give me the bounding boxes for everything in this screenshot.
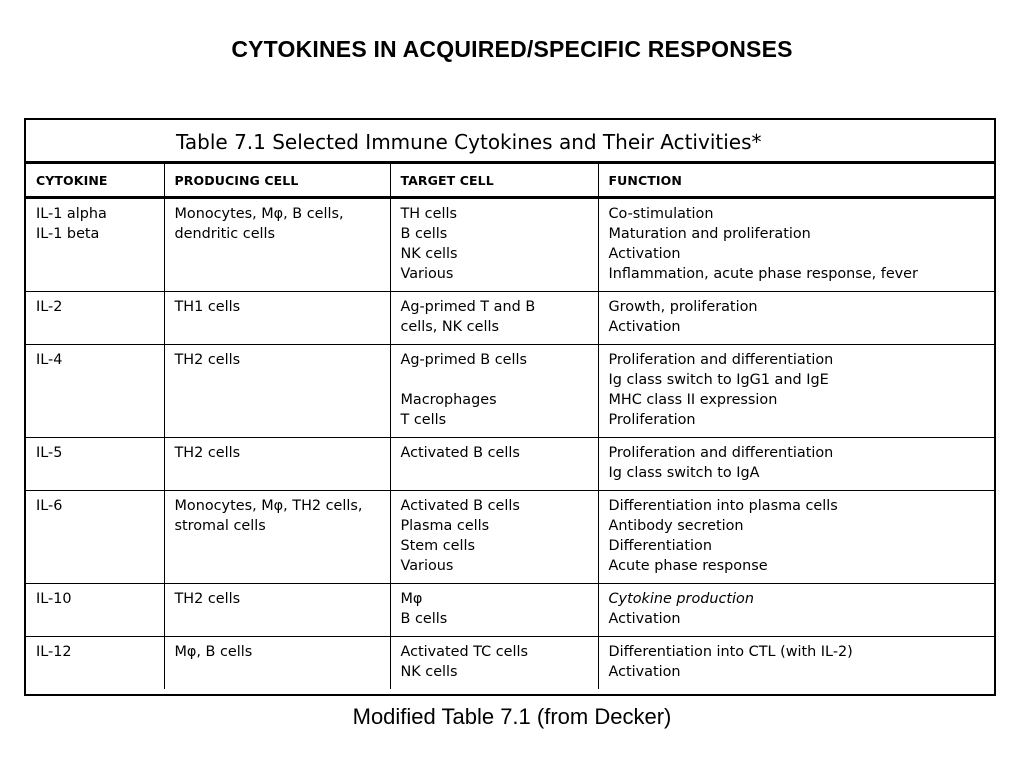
cell-line: Monocytes, Mφ, TH2 cells, [174,498,363,514]
cell-line: Mφ, B cells [174,644,253,660]
cell-line: Activated B cells [400,498,520,514]
cell-producing [164,438,390,491]
cell-line: Ag-primed T and B [400,299,536,315]
cell-line: Inflammation, acute phase response, fever [608,266,918,282]
cell-target [390,438,598,491]
cell-line: Ig class switch to IgA [608,465,760,481]
cell-function [598,292,994,345]
cell-line: IL-6 [36,498,63,514]
cell-cytokine [26,198,164,292]
header-cytokine: CYTOKINE [26,164,164,198]
cell-line: NK cells [400,246,458,262]
cell-line: Proliferation and differentiation [608,352,834,368]
cell-line: cells, NK cells [400,319,499,335]
cell-line: TH1 cells [174,299,241,315]
table-row [26,438,994,491]
cytokine-table [26,164,994,689]
table-row [26,345,994,438]
cell-cytokine [26,438,164,491]
slide-title: CYTOKINES IN ACQUIRED/SPECIFIC RESPONSES [231,36,793,62]
cell-producing [164,637,390,690]
cell-line: Activation [608,664,681,680]
cell-line: Differentiation [608,538,712,554]
cell-line: IL-2 [36,299,63,315]
cell-target [390,292,598,345]
cell-line: Differentiation into plasma cells [608,498,838,514]
cytokine-table-frame [24,118,996,696]
cell-line: Activated B cells [400,445,520,461]
cell-line: NK cells [400,664,458,680]
cell-function [598,637,994,690]
table-row [26,491,994,584]
cell-line: Plasma cells [400,518,490,534]
header-producing-cell: PRODUCING CELL [164,164,390,198]
cell-line: IL-1 beta [36,226,100,242]
cell-line: IL-4 [36,352,63,368]
cell-line: IL-10 [36,591,72,607]
cell-cytokine [26,584,164,637]
cell-line: T cells [400,412,447,428]
cell-target [390,198,598,292]
cell-producing [164,198,390,292]
slide-caption: Modified Table 7.1 (from Decker) [352,704,672,729]
cell-line: MHC class II expression [608,392,778,408]
cell-line: Activation [608,246,681,262]
cell-line: Activated TC cells [400,644,529,660]
cell-line: IL-1 alpha [36,206,107,222]
cell-line: IL-12 [36,644,72,660]
table-row [26,637,994,690]
cell-line: Acute phase response [608,558,768,574]
table-row [26,198,994,292]
table-header-row [26,164,994,198]
table-row [26,584,994,637]
cell-line: Maturation and proliferation [608,226,811,242]
cell-target [390,637,598,690]
cell-function [598,584,994,637]
cell-producing [164,292,390,345]
cell-line: Macrophages [400,392,497,408]
cell-line: dendritic cells [174,226,276,242]
cell-cytokine [26,491,164,584]
cell-line: Ag-primed B cells [400,352,528,368]
cell-line: Proliferation [608,412,696,428]
cell-line: Various [400,558,454,574]
cell-gap [401,370,598,390]
cell-line: B cells [400,226,448,242]
cell-line: Differentiation into CTL (with IL-2) [608,644,853,660]
cell-line: Co-stimulation [608,206,714,222]
cell-producing [164,491,390,584]
cell-cytokine [26,292,164,345]
header-function: FUNCTION [598,164,994,198]
cell-line: Activation [608,319,681,335]
cell-line: Stem cells [400,538,475,554]
cell-line: IL-5 [36,445,63,461]
cell-cytokine [26,345,164,438]
cell-target [390,584,598,637]
cell-function [598,491,994,584]
cell-line: Proliferation and differentiation [608,445,834,461]
cell-line: TH2 cells [174,445,241,461]
cell-line: TH2 cells [174,591,241,607]
cell-line: Cytokine production [608,591,754,607]
cell-line: Growth, proliferation [608,299,758,315]
table-row [26,292,994,345]
cell-line: Activation [608,611,681,627]
cell-line: TH cells [400,206,457,222]
cell-line: Mφ [400,591,423,607]
cell-line: TH2 cells [174,352,241,368]
cell-line: Various [400,266,454,282]
cell-target [390,491,598,584]
header-target-cell: TARGET CELL [390,164,598,198]
cell-producing [164,584,390,637]
cell-cytokine [26,637,164,690]
cell-producing [164,345,390,438]
cell-line: B cells [400,611,448,627]
cell-line: Ig class switch to IgG1 and IgE [608,372,829,388]
cell-line: Monocytes, Mφ, B cells, [174,206,344,222]
cell-line: stromal cells [174,518,266,534]
cell-function [598,345,994,438]
cell-target [390,345,598,438]
table-heading: Table 7.1 Selected Immune Cytokines and Their Activities* [26,120,994,164]
cell-line: Antibody secretion [608,518,744,534]
cell-function [598,438,994,491]
cell-function [598,198,994,292]
